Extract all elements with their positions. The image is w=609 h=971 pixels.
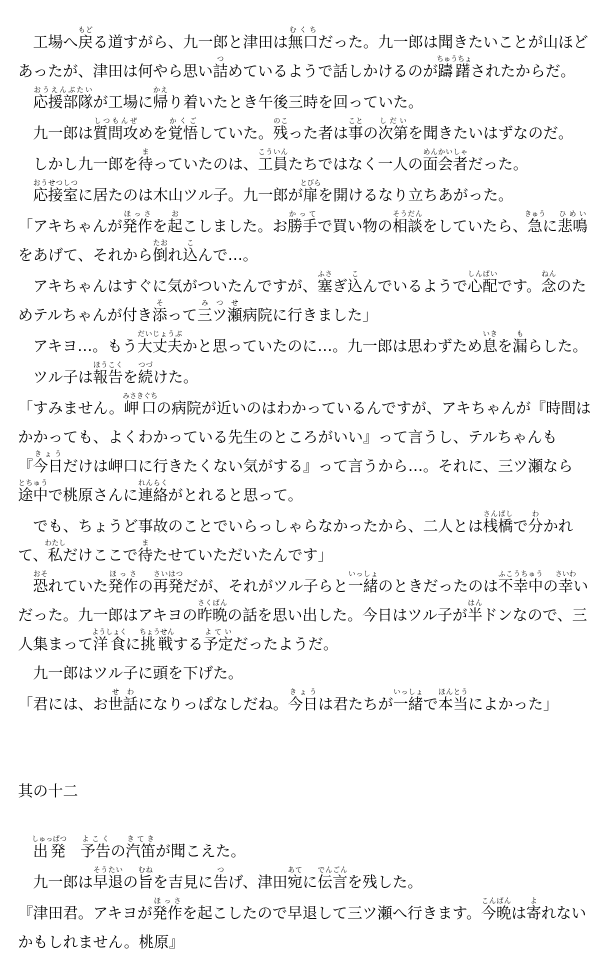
ruby-word: 待ま bbox=[137, 539, 153, 564]
ruby-word: 発作ほっさ bbox=[152, 897, 183, 922]
ruby-word: 洋食ようしょく bbox=[91, 628, 127, 653]
ruby-word: 込こ bbox=[182, 239, 198, 264]
ruby-word: 発作ほっさ bbox=[122, 210, 153, 235]
furigana: こ bbox=[347, 270, 363, 278]
paragraph: でも、ちょうど事故のことでいらっしゃらなかったから、二人とは桟橋さんばしで分わかれて、私わたしだけここで待またせていただいたんです」 bbox=[18, 510, 574, 564]
ruby-word: 念ねん bbox=[541, 270, 557, 295]
paragraph: 九一郎は早退そうたいの旨むねを吉見に告つげ、津田宛あてに伝言でんごんを残した。 bbox=[18, 866, 423, 891]
furigana: だいじょうぶ bbox=[137, 330, 183, 338]
furigana: ほっさ bbox=[152, 897, 183, 905]
ruby-word: 今晩こんばん bbox=[481, 897, 512, 922]
ruby-word: 世話せわ bbox=[108, 688, 139, 713]
furigana: しつもんぜ bbox=[93, 117, 139, 125]
paragraph: 「君には、お世話せわになりっぱなしだね。今日きょうは君たちが一緒いっしょで本当ほんとうによかった」 bbox=[18, 688, 559, 713]
ruby-word: 事こと bbox=[348, 117, 364, 142]
furigana: そうたい bbox=[93, 866, 124, 874]
paragraph: 「すみません。岬口みさきぐちの病院が近いのはわかっているんですが、アキちゃんが『時間はかかっても、よくわかっている先生のところがいい』って言うし、テルちゃんも『今日きょうだけは岬口に行きたくない気がする』って言うから…。それに、三ツ瀬なら途中とちゅうで桃原さんに連絡れんらくがとれると思って。 bbox=[18, 392, 591, 504]
furigana: つづ bbox=[138, 361, 154, 369]
furigana: いっしょ bbox=[348, 570, 379, 578]
ruby-word: 挑戦ちょうせん bbox=[139, 628, 175, 653]
ruby-word: 報告ほうこく bbox=[93, 361, 124, 386]
ruby-word: 待ま bbox=[138, 148, 154, 173]
furigana: のこ bbox=[273, 117, 289, 125]
ruby-word: 一緒いっしょ bbox=[348, 570, 379, 595]
ruby-word: 塞ふさ bbox=[317, 270, 333, 295]
furigana: わ bbox=[528, 510, 544, 518]
ruby-word: 私わたし bbox=[44, 539, 66, 564]
chapter-heading: 其の十二 bbox=[18, 782, 79, 800]
paragraph: アキちゃんはすぐに気がついたんですが、塞ふさぎ込こんでいるようで心配しんぱいです。念ねんのためテルちゃんが付き添そって三ツ瀬みつせ病院に行きました」 bbox=[18, 270, 587, 324]
paragraph: 出発しゅっぱつ 予告よこくの汽笛きてきが聞こえた。 bbox=[31, 835, 246, 860]
ruby-word: 岬口みさきぐち bbox=[122, 392, 158, 417]
furigana: ほんとう bbox=[438, 688, 469, 696]
ruby-word: 残のこ bbox=[273, 117, 289, 142]
furigana: とびら bbox=[300, 179, 322, 187]
furigana: きょう bbox=[33, 450, 64, 458]
ruby-word: 寄よ bbox=[526, 897, 542, 922]
ruby-word: 詰つ bbox=[212, 55, 228, 80]
furigana: いき bbox=[482, 330, 498, 338]
furigana: さくばん bbox=[197, 599, 228, 607]
furigana: しゅっぱつ bbox=[31, 835, 67, 843]
furigana: せわ bbox=[108, 688, 139, 696]
furigana: はん bbox=[467, 599, 483, 607]
ruby-word: 三ツ瀬みつせ bbox=[197, 299, 243, 324]
ruby-word: 途中とちゅう bbox=[18, 479, 49, 504]
blank-line bbox=[18, 748, 595, 777]
ruby-word: 昨晩さくばん bbox=[197, 599, 228, 624]
ruby-word: 伝言でんごん bbox=[317, 866, 348, 891]
furigana: おうえんぶたい bbox=[33, 86, 94, 94]
furigana: わたし bbox=[44, 539, 66, 547]
furigana: めんかいしゃ bbox=[422, 148, 468, 156]
furigana: ほうこく bbox=[93, 361, 124, 369]
furigana: もど bbox=[78, 26, 94, 34]
furigana: しんぱい bbox=[467, 270, 498, 278]
furigana: きょう bbox=[288, 688, 319, 696]
ruby-word: 予定よてい bbox=[203, 628, 234, 653]
ruby-word: 今日きょう bbox=[33, 450, 64, 475]
paragraph: しかし九一郎を待まっていたのは、工員こういんたちではなく一人の面会者めんかいしゃだった。 bbox=[18, 148, 528, 173]
ruby-word: 続つづ bbox=[138, 361, 154, 386]
ruby-word: 覚悟かくご bbox=[168, 117, 199, 142]
furigana: でんごん bbox=[317, 866, 348, 874]
ruby-word: 大丈夫だいじょうぶ bbox=[137, 330, 183, 355]
paragraph: 九一郎は質問攻しつもんぜめを覚悟かくごしていた。残のこった者は事ことの次第しだいを聞きたいはずなのだ。 bbox=[18, 117, 574, 142]
furigana: とちゅう bbox=[18, 479, 49, 487]
furigana: かって bbox=[287, 210, 318, 218]
body-text bbox=[18, 26, 595, 719]
ruby-word: 桟橋さんばし bbox=[483, 510, 514, 535]
furigana: ほっさ bbox=[108, 570, 139, 578]
furigana: さいわ bbox=[555, 570, 577, 578]
furigana: きゅう bbox=[524, 210, 546, 218]
furigana: こと bbox=[348, 117, 364, 125]
ruby-word: 添そ bbox=[152, 299, 168, 324]
furigana: ねん bbox=[541, 270, 557, 278]
ruby-word: 質問攻しつもんぜ bbox=[93, 117, 139, 142]
ruby-word: 不幸中ふこうちゅう bbox=[498, 570, 544, 595]
ruby-word: 幸さいわ bbox=[555, 570, 577, 595]
paragraph: 工場へ戻もどる道すがら、九一郎と津田は無口むくちだった。九一郎は聞きたいことが山ほどあったが、津田は何やら思い詰つめているようで話しかけるのが躊躇ちゅうちょされたからだ。 bbox=[18, 26, 589, 80]
furigana: よこく bbox=[80, 835, 111, 843]
furigana: きてき bbox=[125, 835, 156, 843]
ruby-word: 一緒いっしょ bbox=[393, 688, 424, 713]
furigana: ようしょく bbox=[91, 628, 127, 636]
ruby-word: 扉とびら bbox=[300, 179, 322, 204]
furigana: こんばん bbox=[481, 897, 512, 905]
furigana: よてい bbox=[203, 628, 234, 636]
ruby-word: 分わ bbox=[528, 510, 544, 535]
ruby-word: 勝手かって bbox=[287, 210, 318, 235]
furigana: ほっさ bbox=[122, 210, 153, 218]
ruby-word: 予告よこく bbox=[80, 835, 111, 860]
furigana: ちゅうちょ bbox=[436, 55, 472, 63]
ruby-word: 早退そうたい bbox=[93, 866, 124, 891]
ruby-word: 無口むくち bbox=[288, 26, 319, 51]
paragraph: 応援部隊おうえんぶたいが工場に帰かえり着いたとき午後三時を回っていた。 bbox=[33, 86, 424, 111]
paragraph: ツル子は報告ほうこくを続つづけた。 bbox=[18, 361, 199, 386]
paragraph: 恐おそれていた発作ほっさの再発さいはつだが、それがツル子らと一緒いっしょのときだったのは不幸中ふこうちゅうの幸さいわいだった。九一郎はアキヨの昨晩さくばんの話を思い出した。今日はツル子が半はんドンなので、三人集まって洋食ようしょくに挑戦ちょうせんする予定よていだったようだ。 bbox=[18, 570, 589, 653]
ruby-word: 旨むね bbox=[138, 866, 154, 891]
blank-line bbox=[18, 806, 595, 835]
ruby-word: 漏も bbox=[512, 330, 528, 355]
furigana: みさきぐち bbox=[122, 392, 158, 400]
furigana: ふさ bbox=[317, 270, 333, 278]
ruby-word: 応接室おうせつしつ bbox=[33, 179, 79, 204]
paragraph: 『津田君。アキヨが発作ほっさを起こしたので早退して三ツ瀬へ行きます。今晩こんばんは寄よれないかもしれません。桃原』 bbox=[18, 897, 587, 951]
furigana: むくち bbox=[288, 26, 319, 34]
furigana: も bbox=[512, 330, 528, 338]
paragraph: 九一郎はツル子に頭を下げた。 bbox=[18, 664, 244, 682]
paragraph: アキヨ…。もう大丈夫だいじょうぶかと思っていたのに…。九一郎は思わずため息いきを漏もらした。 bbox=[18, 330, 588, 355]
furigana: お bbox=[167, 210, 183, 218]
furigana: みつせ bbox=[197, 299, 243, 307]
ruby-word: 戻もど bbox=[78, 26, 94, 51]
furigana: おうせつしつ bbox=[33, 179, 79, 187]
furigana: そうだん bbox=[392, 210, 423, 218]
furigana: こ bbox=[182, 239, 198, 247]
furigana: しだい bbox=[378, 117, 409, 125]
ruby-word: 倒たお bbox=[152, 239, 168, 264]
furigana: こういん bbox=[258, 148, 289, 156]
blank-line bbox=[18, 719, 595, 748]
ruby-word: 次第しだい bbox=[378, 117, 409, 142]
furigana: さいはつ bbox=[153, 570, 184, 578]
furigana: ま bbox=[138, 148, 154, 156]
furigana: かえ bbox=[153, 86, 169, 94]
ruby-word: 出発しゅっぱつ bbox=[31, 835, 67, 860]
ruby-word: 連絡れんらく bbox=[138, 479, 169, 504]
ruby-word: 今日きょう bbox=[288, 688, 319, 713]
furigana: ひめい bbox=[557, 210, 588, 218]
ruby-word: 恐おそ bbox=[33, 570, 49, 595]
paragraph: 応接室おうせつしつに居たのは木山ツル子。九一郎が扉とびらを開けるなり立ちあがった。 bbox=[33, 179, 514, 204]
furigana: ふこうちゅう bbox=[498, 570, 544, 578]
ruby-word: 起お bbox=[167, 210, 183, 235]
furigana: かくご bbox=[168, 117, 199, 125]
furigana: れんらく bbox=[138, 479, 169, 487]
ruby-word: 宛あて bbox=[287, 866, 303, 891]
ruby-word: 発作ほっさ bbox=[108, 570, 139, 595]
ruby-word: 帰かえ bbox=[153, 86, 169, 111]
ruby-word: 躊躇ちゅうちょ bbox=[436, 55, 472, 80]
furigana: おそ bbox=[33, 570, 49, 578]
chapter-text bbox=[18, 835, 595, 957]
ruby-word: 告つ bbox=[213, 866, 229, 891]
furigana: いっしょ bbox=[393, 688, 424, 696]
ruby-word: 相談そうだん bbox=[392, 210, 423, 235]
ruby-word: 半はん bbox=[467, 599, 483, 624]
ruby-word: 心配しんぱい bbox=[467, 270, 498, 295]
ruby-word: 本当ほんとう bbox=[438, 688, 469, 713]
paragraph: 「アキちゃんが発作ほっさを起おこしました。お勝手かってで買い物の相談そうだんをしていたら、急きゅうに悲鳴ひめいをあげて、それから倒たおれ込こんで…。 bbox=[18, 210, 588, 264]
ruby-word: 悲鳴ひめい bbox=[557, 210, 588, 235]
furigana: よ bbox=[526, 897, 542, 905]
furigana: ま bbox=[137, 539, 153, 547]
furigana: つ bbox=[213, 866, 229, 874]
furigana: ちょうせん bbox=[139, 628, 175, 636]
ruby-word: 息いき bbox=[482, 330, 498, 355]
furigana: そ bbox=[152, 299, 168, 307]
ruby-word: 面会者めんかいしゃ bbox=[422, 148, 468, 173]
ruby-word: 工員こういん bbox=[258, 148, 289, 173]
ruby-word: 急きゅう bbox=[524, 210, 546, 235]
ruby-word: 込こ bbox=[347, 270, 363, 295]
furigana: たお bbox=[152, 239, 168, 247]
ruby-word: 再発さいはつ bbox=[153, 570, 184, 595]
furigana: つ bbox=[212, 55, 228, 63]
furigana: むね bbox=[138, 866, 154, 874]
furigana: さんばし bbox=[483, 510, 514, 518]
ruby-word: 応援部隊おうえんぶたい bbox=[33, 86, 94, 111]
ruby-word: 汽笛きてき bbox=[125, 835, 156, 860]
furigana: あて bbox=[287, 866, 303, 874]
